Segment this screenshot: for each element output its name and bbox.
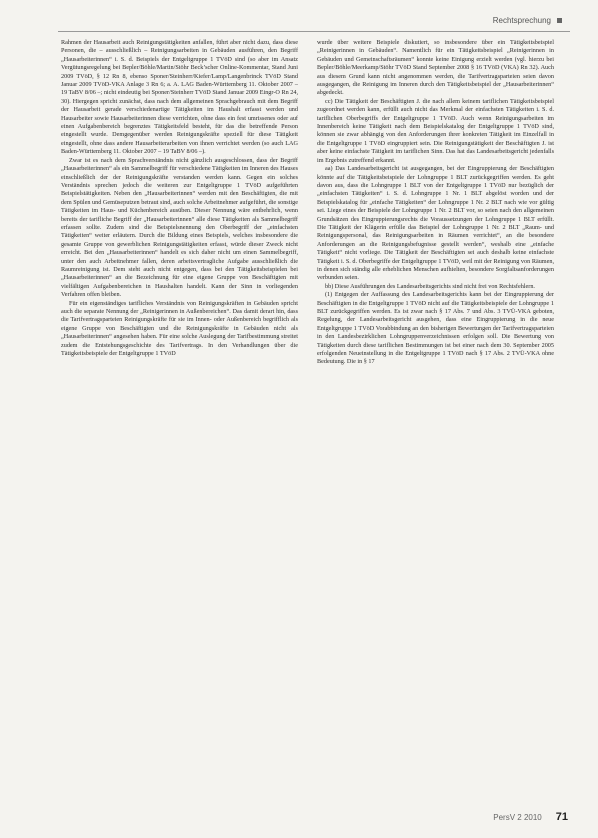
section-title: Rechtsprechung — [492, 16, 551, 25]
header-square-icon — [557, 18, 562, 23]
paragraph: Rahmen der Hausarbeit auch Reinigungstätigkeiten anfallen, führt aber nicht dazu, dass diese Personen, die – ausschließlich – Reinigungsarbeiten in Gebäuden ausführen, den Begriff „Hausarbeiterinnen“ i. S. d. Beispiels der Entgeltgruppe 1 TVöD sind (so aber im Ansatz Vergütungsregelung bei Bepler/Böhle/Martin/Stöhr Beck’scher Online-Kommentar, Stand Juni 2009 TVöD, § 12 Rn 8, ebenso Sponer/Steinherr/Kiefer/Lamp/Langenbrinck TVöD Stand Januar 2009 TVöD-VKA Anlage 3 Rn 6; a. A. LAG Baden-Württemberg 11. Oktober 2007 – 19 TaBV 8/06 –; nicht eindeutig bei Sponer/Steinherr TVöD Stand Januar 2009 Eingr-O Rn 24, 30). Hiergegen spricht zunächst, dass nach dem allgemeinen Sprachgebrauch mit dem Begriff der Hausarbeit gerade verschiedenartige Tätigkeiten im Haushalt erfasst werden und Hausarbeiter sowie Hausarbeiterinnen diese verrichten, ohne dass ein fest umrissenes oder auf einen Aufgabenbereich begrenztes Tätigkeitsfeld besteht, für das die betreffende Person eingestellt wurde. Demgegenüber werden Reinigungskräfte speziell für diese Tätigkeit eingestellt, ohne dass andere Hausarbeiterarbeiten von ihnen verrichtet werden (so auch LAG Baden-Württemberg 11. Oktober 2007 – 19 TaBV 8/06 –). — [61, 39, 298, 156]
header-rule — [58, 31, 570, 32]
paragraph: cc) Die Tätigkeit der Beschäftigten J. die nach allem keinem tariflichen Tätigkeitsbeispiel zugeordnet werden kann, erfüllt auch nicht das Merkmal der einfachsten Tätigkeiten i. S. d. tariflichen Oberbegriffs der Entgeltgruppe 1 TVöD. Auch wenn Reinigungsarbeiten im Innenbereich keine Tätigkeit nach dem Beispielskatalog der Entgeltgruppe 1 TVöD sind, können sie zwar abhängig von den Anforderungen ihrer konkreten Tätigkeit im Einzelfall in die Entgeltgruppe 1 TVöD eingruppiert sein. Die Reinigungstätigkeit der Beschäftigten J. ist aber keine einfachste Tätigkeit im tariflichen Sinn. Das hat das Landesarbeitsgericht jedenfalls im Ergebnis zutreffend erkannt. — [317, 97, 554, 164]
paragraph: wurde über weitere Beispiele diskutiert, so insbesondere über ein Tätigkeitsbeispiel „Reinigerinnen in Gebäuden“. Namentlich für ein Tätigkeitsbeispiel „Reinigerinnen in Gebäuden und Gemeinschaftsräumen“ konnte keine Einigung erzielt werden (vgl. hierzu bei Bepler/Böhle/Meerkamp/Stöhr TVöD Stand September 2008 § 16 TVöD (VKA) Rn 32). Auch aus diesem Grund kann nicht angenommen werden, die Tarifvertragsparteien seien davon ausgegangen, die Reinigung im Inneren durch den Tätigkeitsbeispiel der „Hausarbeiterinnen“ abgedeckt. — [317, 39, 554, 97]
paragraph: Zwar ist es nach dem Sprachverständnis nicht gänzlich ausgeschlossen, dass der Begriff „Hausarbeiterinnen“ als ein Sammelbegriff für verschiedene Tätigkeiten im Inneren des Hauses einschließlich der der Reinigungskräfte verstanden werden kann. Gegen ein solches Verständnis sprechen jedoch die weiteren zur Entgeltgruppe 1 TVöD aufgeführten Beispielstätigkeiten. Neben den „Hausarbeiterinnen“ werden mit den Beschäftigten, die mit dem Spülen und Gemüseputzen betraut sind, auch solche Arbeitnehmer aufgeführt, die sonstige Tätigkeiten im Haus- und Küchenbereich ausüben. Dieser Nennung wäre entbehrlich, wenn bereits der tarifliche Begriff der „Hausarbeiterinnen“ alle diese Tätigkeiten als Sammelbegriff erfassen sollte. Zudem sind die Beispielsnennung den Oberbegriff der „einfachsten Tätigkeiten“ weiter erläutern. Durch die Bildung eines Beispiels, welches insbesondere die gesamte Gruppe von gewerblichen Reinigungstätigkeiten erfasst, würde dieser Zweck nicht erreicht. Bei den „Hausarbeiterinnen“ handelt es sich daher nicht um einen Sammelbegriff, unter den auch Arbeitnehmer fallen, deren arbeitsvertragliche Aufgabe ausschließlich die Raumreinigung ist. Dem steht auch nicht entgegen, dass bei den Tätigkeitsbeispielen bei „Hausarbeiterinnen“ an die Bezeichnung für eine eigene Gruppe von Beschäftigten mit vielfältigen Aufgabenbereichen in Haushalten handelt. Kann der Sinn in vorliegenden Verfahren offen bleiben. — [61, 156, 298, 299]
paragraph: (1) Entgegen der Auffassung des Landesarbeitsgerichts kann bei der Eingruppierung der Beschäftigten in die Entgeltgruppe 1 TVöD nicht auf die Tätigkeitsbeispiele der Lohngruppe 1 BLT zurückgegriffen werden. Es ist zwar nach § 17 Abs. 7 und Abs. 3 TVÜ-VKA geboten, Regelung, der Landesarbeitsgericht ausgehen, dass eine Eingruppierung in die neue Entgeltgruppe 1 TVöD Vorabbindung an den bisherigen Bewertungen der Tarifvertragsparteien in den Landesbezirklichen Lohngruppenverzeichnissen erfolgen soll. Die Bewertung von Tätigkeiten durch diese tariflichen Bestimmungen ist bei einer nach dem 30. September 2005 erfolgenden Neueinstellung in die Entgeltgruppe 1 TVöD nach § 17 Abs. 2 TVÜ-VKA ohne Bedeutung. Die in § 17 — [317, 291, 554, 366]
paragraph: bb) Diese Ausführungen des Landesarbeitsgerichts sind nicht frei von Rechtsfehlern. — [325, 282, 535, 290]
running-header — [493, 16, 562, 25]
page-number: 71 — [555, 811, 568, 823]
paragraph: aa) Das Landesarbeitsgericht ist ausgegangen, bei der Eingruppierung der Beschäftigten könnte auf die Tätigkeitsbeispiele der Lohngruppe 1 BLT zurückgegriffen werden. Es geht davon aus, dass die Lohngruppe 1 BLT von der Entgeltgruppe 1 TVöD nur bezüglich der „einfachsten Tätigkeiten“ i. S. d. Lohngruppe 1 Nr. 1 BLT abgelöst worden und der Beispielskatalog für „einfache Tätigkeiten“ der Lohngruppe 1 Nr. 2 BLT nach wie vor gültig sei. Liege eines der Beispiele der Lohngruppe 1 Nr. 2 BLT vor, so seien nach den allgemeinen Grundsätzen des Eingruppierungsrechts die Voraussetzungen der Lohngruppe 1 BLT erfüllt. Die Tätigkeit der Klägerin erfülle das Beispiel der Lohngruppe 1 Nr. 2 BLT „Raum- und Reinigungspersonal, das Reinigungsarbeiten in Räumen verrichtet“, an die besondere Anforderungen an die Reinigungsbefugnisse gestellt werden“, weshalb eine „einfache Tätigkeit“ nicht vorliege. Die Tätigkeit der Beschäftigten sei auch deshalb keine einfachste Tätigkeit i. S. d. Oberbegriffe der Entgeltgruppe 1 TVöD, weil mit der Reinigung von Räumen, in denen sich ständig alle erheblichen Menschen aufhielten, besondere Sorgfaltsanforderungen verbunden seien. — [317, 165, 554, 282]
journal-reference: PersV 2 2010 — [493, 813, 542, 822]
page-footer — [493, 811, 568, 823]
left-column — [61, 39, 298, 358]
paragraph: Für ein eigenständiges tarifliches Verständnis von Reinigungskräften in Gebäuden spricht auch die separate Nennung der „Reinigerinnen in Außenbereichen“. Das damit derart hin, dass die Tarifvertragsparteien Reinigungskräfte für sie im Innen- oder Außenbereich begrifflich als eigene Gruppe von Beschäftigten und die Reinigungskräfte in Gebäuden nicht als „Hausarbeiterinnen“ angesehen haben. Für eine solche Auslegung der Tarifbestimmung streitet zudem die Entstehungsgeschichte des Tarifvertrags. In den Verhandlungen über die Tätigkeitsbeispiele der Entgeltgruppe 1 TVöD — [61, 299, 298, 358]
right-column — [317, 39, 554, 367]
